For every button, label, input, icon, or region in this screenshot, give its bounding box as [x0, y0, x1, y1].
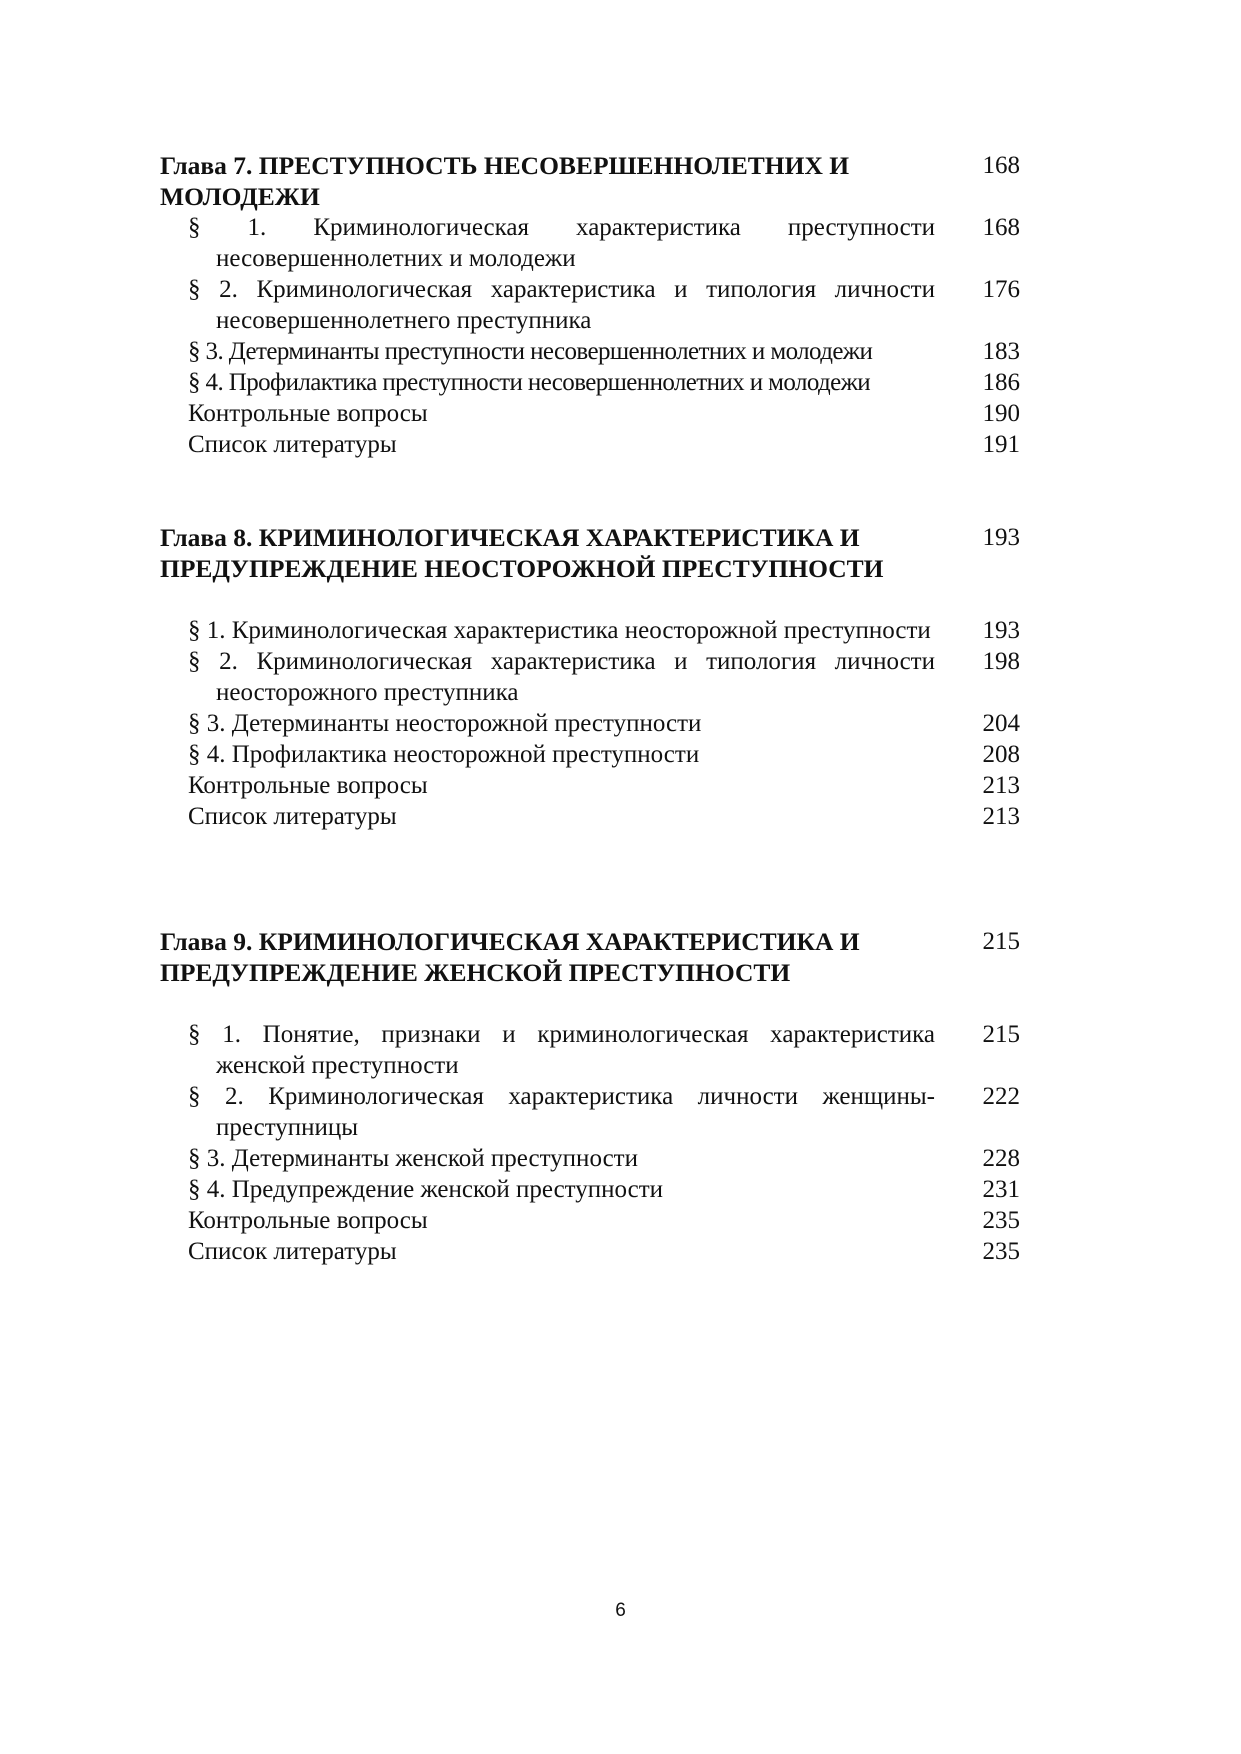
- chapter-9: [160, 926, 1020, 1267]
- toc-entry-page: 213: [982, 772, 1020, 799]
- toc-entry: [160, 1081, 1020, 1143]
- toc-entry: [160, 646, 1020, 708]
- toc-entry: [160, 274, 1020, 336]
- toc-entry-text: Контрольные вопросы: [188, 1207, 428, 1234]
- toc-entry-text: § 3. Детерминанты преступности несовершеннолетних и молодежи: [188, 338, 873, 365]
- toc-entry-page: 228: [982, 1145, 1020, 1172]
- chapter-heading: [160, 150, 1020, 212]
- toc-entry: [160, 1236, 1020, 1267]
- toc-entry-text: § 1. Криминологическая характеристика преступности несовершеннолетних и молодежи: [188, 214, 935, 272]
- toc-entry-page: 204: [982, 710, 1020, 737]
- page-number: 6: [615, 1600, 626, 1621]
- toc-entry-text: § 3. Детерминанты неосторожной преступности: [188, 710, 702, 737]
- toc-entry-text: Контрольные вопросы: [188, 400, 428, 427]
- toc-entry-page: 190: [982, 400, 1020, 427]
- chapter-7: [160, 150, 1020, 460]
- toc-entry: [160, 336, 1020, 367]
- toc-entry-text: Список литературы: [188, 1238, 397, 1265]
- chapter-heading: [160, 522, 1020, 584]
- chapter-entries: [160, 615, 1020, 832]
- toc-entry: [160, 1174, 1020, 1205]
- toc-entry-page: 176: [982, 276, 1020, 303]
- chapter-entries: [160, 212, 1020, 460]
- chapter-title: Глава 9. КРИМИНОЛОГИЧЕСКАЯ ХАРАКТЕРИСТИКА И ПРЕДУПРЕЖДЕНИЕ ЖЕНСКОЙ ПРЕСТУПНОСТИ: [160, 927, 860, 987]
- spacer: [160, 584, 1020, 615]
- toc-entry: [160, 212, 1020, 274]
- toc-entry: [160, 1019, 1020, 1081]
- toc-entry-page: 191: [982, 431, 1020, 458]
- toc-entry-page: 193: [982, 617, 1020, 644]
- toc-entry: [160, 367, 1020, 398]
- toc-entry-text: § 1. Понятие, признаки и криминологическая характеристика женской преступности: [188, 1021, 935, 1079]
- toc-entry-page: 183: [982, 338, 1020, 365]
- toc-entry: [160, 1205, 1020, 1236]
- toc-entry-page: 198: [982, 648, 1020, 675]
- toc-entry-text: § 3. Детерминанты женской преступности: [188, 1145, 638, 1172]
- toc-entry-text: § 4. Профилактика неосторожной преступности: [188, 741, 700, 768]
- toc-entry: [160, 708, 1020, 739]
- chapter-entries: [160, 1019, 1020, 1267]
- toc-entry-text: § 1. Криминологическая характеристика неосторожной преступности: [188, 617, 931, 644]
- toc-entry-text: § 2. Криминологическая характеристика и типология личности неосторожного преступника: [188, 648, 935, 706]
- toc-entry: [160, 770, 1020, 801]
- spacer: [160, 988, 1020, 1019]
- toc-entry-text: § 2. Криминологическая характеристика и типология личности несовершеннолетнего преступника: [188, 276, 935, 334]
- toc-entry-page: 235: [982, 1207, 1020, 1234]
- toc-entry-page: 168: [982, 214, 1020, 241]
- chapter-page: 193: [982, 524, 1020, 551]
- toc-entry: [160, 739, 1020, 770]
- chapter-heading: [160, 926, 1020, 988]
- toc-entry-text: Список литературы: [188, 803, 397, 830]
- toc-entry-page: 186: [982, 369, 1020, 396]
- toc-entry-text: § 4. Предупреждение женской преступности: [188, 1176, 664, 1203]
- toc-entry-text: § 4. Профилактика преступности несовершеннолетних и молодежи: [188, 369, 871, 396]
- toc-entry: [160, 801, 1020, 832]
- toc-entry-text: Список литературы: [188, 431, 397, 458]
- toc-entry: [160, 398, 1020, 429]
- toc-entry-page: 231: [982, 1176, 1020, 1203]
- toc-entry-page: 222: [982, 1083, 1020, 1110]
- toc-entry-page: 213: [982, 803, 1020, 830]
- chapter-title: Глава 8. КРИМИНОЛОГИЧЕСКАЯ ХАРАКТЕРИСТИКА И ПРЕДУПРЕЖДЕНИЕ НЕОСТОРОЖНОЙ ПРЕСТУПНОСТИ: [160, 523, 884, 583]
- toc-entry: [160, 615, 1020, 646]
- toc-entry-page: 208: [982, 741, 1020, 768]
- toc-entry-text: § 2. Криминологическая характеристика личности женщины-преступницы: [188, 1083, 935, 1141]
- chapter-page: 168: [982, 152, 1020, 179]
- chapter-title: Глава 7. ПРЕСТУПНОСТЬ НЕСОВЕРШЕННОЛЕТНИХ И МОЛОДЕЖИ: [160, 151, 850, 211]
- toc-entry: [160, 429, 1020, 460]
- toc-entry: [160, 1143, 1020, 1174]
- toc-entry-page: 215: [982, 1021, 1020, 1048]
- chapter-page: 215: [982, 928, 1020, 955]
- chapter-8: [160, 522, 1020, 832]
- toc-entry-page: 235: [982, 1238, 1020, 1265]
- toc-entry-text: Контрольные вопросы: [188, 772, 428, 799]
